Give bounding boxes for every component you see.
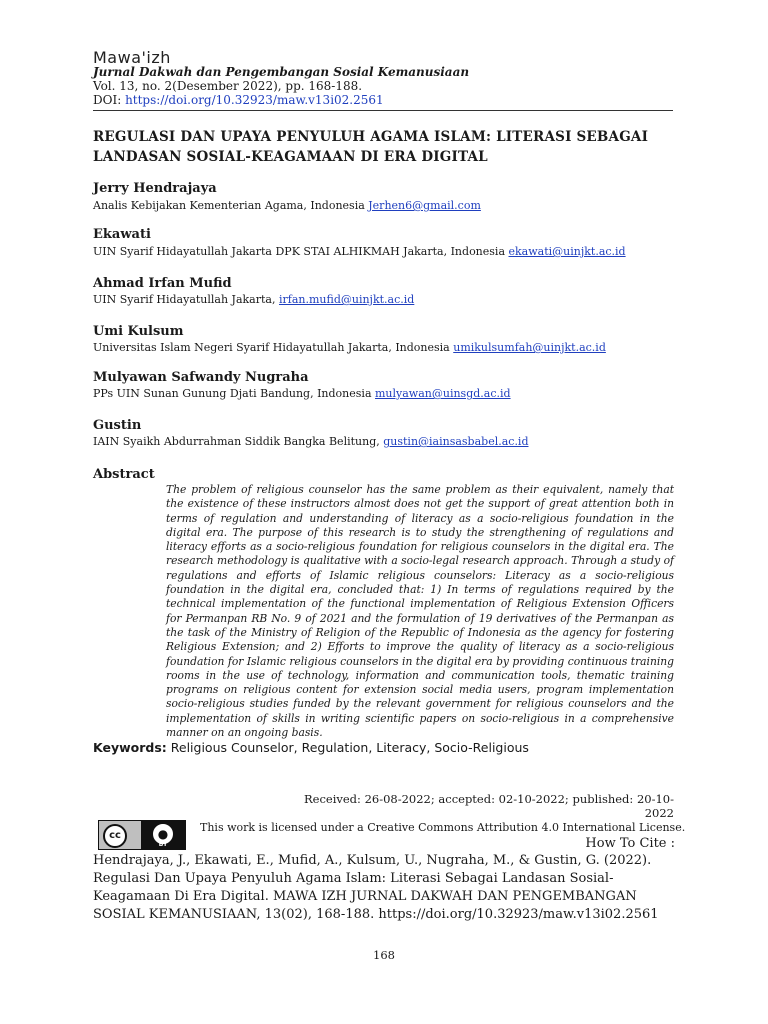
keywords-text: Religious Counselor, Regulation, Literacy, Socio-Religious [166,740,529,755]
author-email[interactable]: irfan.mufid@uinjkt.ac.id [278,293,415,306]
journal-name: Jurnal Dakwah dan Pengembangan Sosial Kemanusiaan [93,65,470,79]
paper-title: REGULASI DAN UPAYA PENYULUH AGAMA ISLAM: LITERASI SEBAGAI LANDASAN SOSIAL-KEAGAMAAN DI ERA DIGITAL [93,129,649,165]
author-affiliation [93,245,626,258]
author-name: Mulyawan Safwandy Nugraha [93,370,309,385]
author-name: Ahmad Irfan Mufid [93,276,232,291]
keywords-label: Keywords: [93,740,167,755]
author-name: Umi Kulsum [93,324,184,339]
author-email[interactable]: ekawati@uinjkt.ac.id [508,245,626,258]
author-email[interactable]: gustin@iainsasbabel.ac.id [383,435,529,448]
volume-info: Vol. 13, no. 2(Desember 2022), pp. 168-188. [93,79,363,93]
author-email[interactable]: Jerhen6@gmail.com [368,199,481,212]
license-text: This work is licensed under a Creative Commons Attribution 4.0 International License. [200,821,686,834]
affiliation-text: Analis Kebijakan Kementerian Agama, Indonesia [93,199,369,212]
author-email[interactable]: mulyawan@uinsgd.ac.id [375,387,511,400]
author-name: Gustin [93,418,142,433]
affiliation-text: UIN Syarif Hidayatullah Jakarta, [93,293,279,306]
cc-license-badge[interactable] [98,820,186,850]
keywords-line [93,740,529,755]
doi-line [93,93,384,107]
citation-text: Hendrajaya, J., Ekawati, E., Mufid, A., Kulsum, U., Nugraha, M., & Gustin, G. (2022). Regulasi Dan Upaya Penyuluh Agama Islam: Literasi Sebagai Landasan Sosial-Keagamaan Di Era Digital. MAWA IZH JURNAL DAKWAH DAN PENGEMBANGAN SOSIAL KEMANUSIAAN, 13(02), 168-188. https://doi.org/10.32923/maw.v13i02.2561 [93,853,659,922]
author-name: Jerry Hendrajaya [93,181,217,196]
by-icon-panel [141,821,185,849]
author-affiliation [93,387,511,400]
abstract-heading: Abstract [93,467,155,482]
author-affiliation [93,293,414,306]
author-affiliation [93,341,606,354]
cc-icon: cc [103,824,127,848]
author-name: Ekawati [93,227,151,242]
by-label: BY [158,841,168,848]
person-glyph: ● [157,827,169,841]
author-affiliation [93,199,481,212]
affiliation-text: IAIN Syaikh Abdurrahman Siddik Bangka Belitung, [93,435,384,448]
affiliation-text: PPs UIN Sunan Gunung Djati Bandung, Indonesia [93,387,375,400]
page-number: 168 [373,948,395,962]
author-email[interactable]: umikulsumfah@uinjkt.ac.id [453,341,606,354]
received-dates: Received: 26-08-2022; accepted: 02-10-2022; published: 20-10-2022 [303,792,674,820]
doi-label: DOI: [93,93,126,107]
journal-logo: Mawa'izh [93,48,171,67]
how-to-cite-label: How To Cite : [585,836,675,851]
header-divider [93,110,673,111]
affiliation-text: Universitas Islam Negeri Syarif Hidayatullah Jakarta, Indonesia [93,341,454,354]
author-affiliation [93,435,529,448]
doi-link[interactable]: https://doi.org/10.32923/maw.v13i02.2561 [125,93,384,107]
abstract-text: The problem of religious counselor has the same problem as their equivalent, namely that the existence of these instructors almost does not get the support of great attention both in terms of regulation and understanding of literacy as a socio-religious foundation in the digital era. The purpose of this research is to study the strengthening of regulations and literacy efforts as a socio-religious foundation for religious counselors in the digital era. The research methodology is qualitative with a socio-legal research approach. Through a study of regulations and efforts of Islamic religious counselors: Literacy as a socio-religious foundation in the digital era, concluded that: 1) In terms of regulations required by the technical implementation of the functional implementation of Religious Extension Officers for Permanpan RB No. 9 of 2021 and the formulation of 19 derivatives of the Permanpan as the task of the Ministry of Religion of the Republic of Indonesia as the agency for fostering Religious Extension; and 2) Efforts to improve the quality of literacy as a socio-religious foundation for Islamic religious counselors in the digital era by providing continuous training rooms in the use of technology, information and communication tools, thematic training programs on religious content for extension social media users, program implementation socio-religious studies funded by the relevant government for religious counselors and the implementation of skills in writing scientific papers on socio-religious in a comprehensive manner on an ongoing basis. [166,483,674,740]
affiliation-text: UIN Syarif Hidayatullah Jakarta DPK STAI ALHIKMAH Jakarta, Indonesia [93,245,509,258]
